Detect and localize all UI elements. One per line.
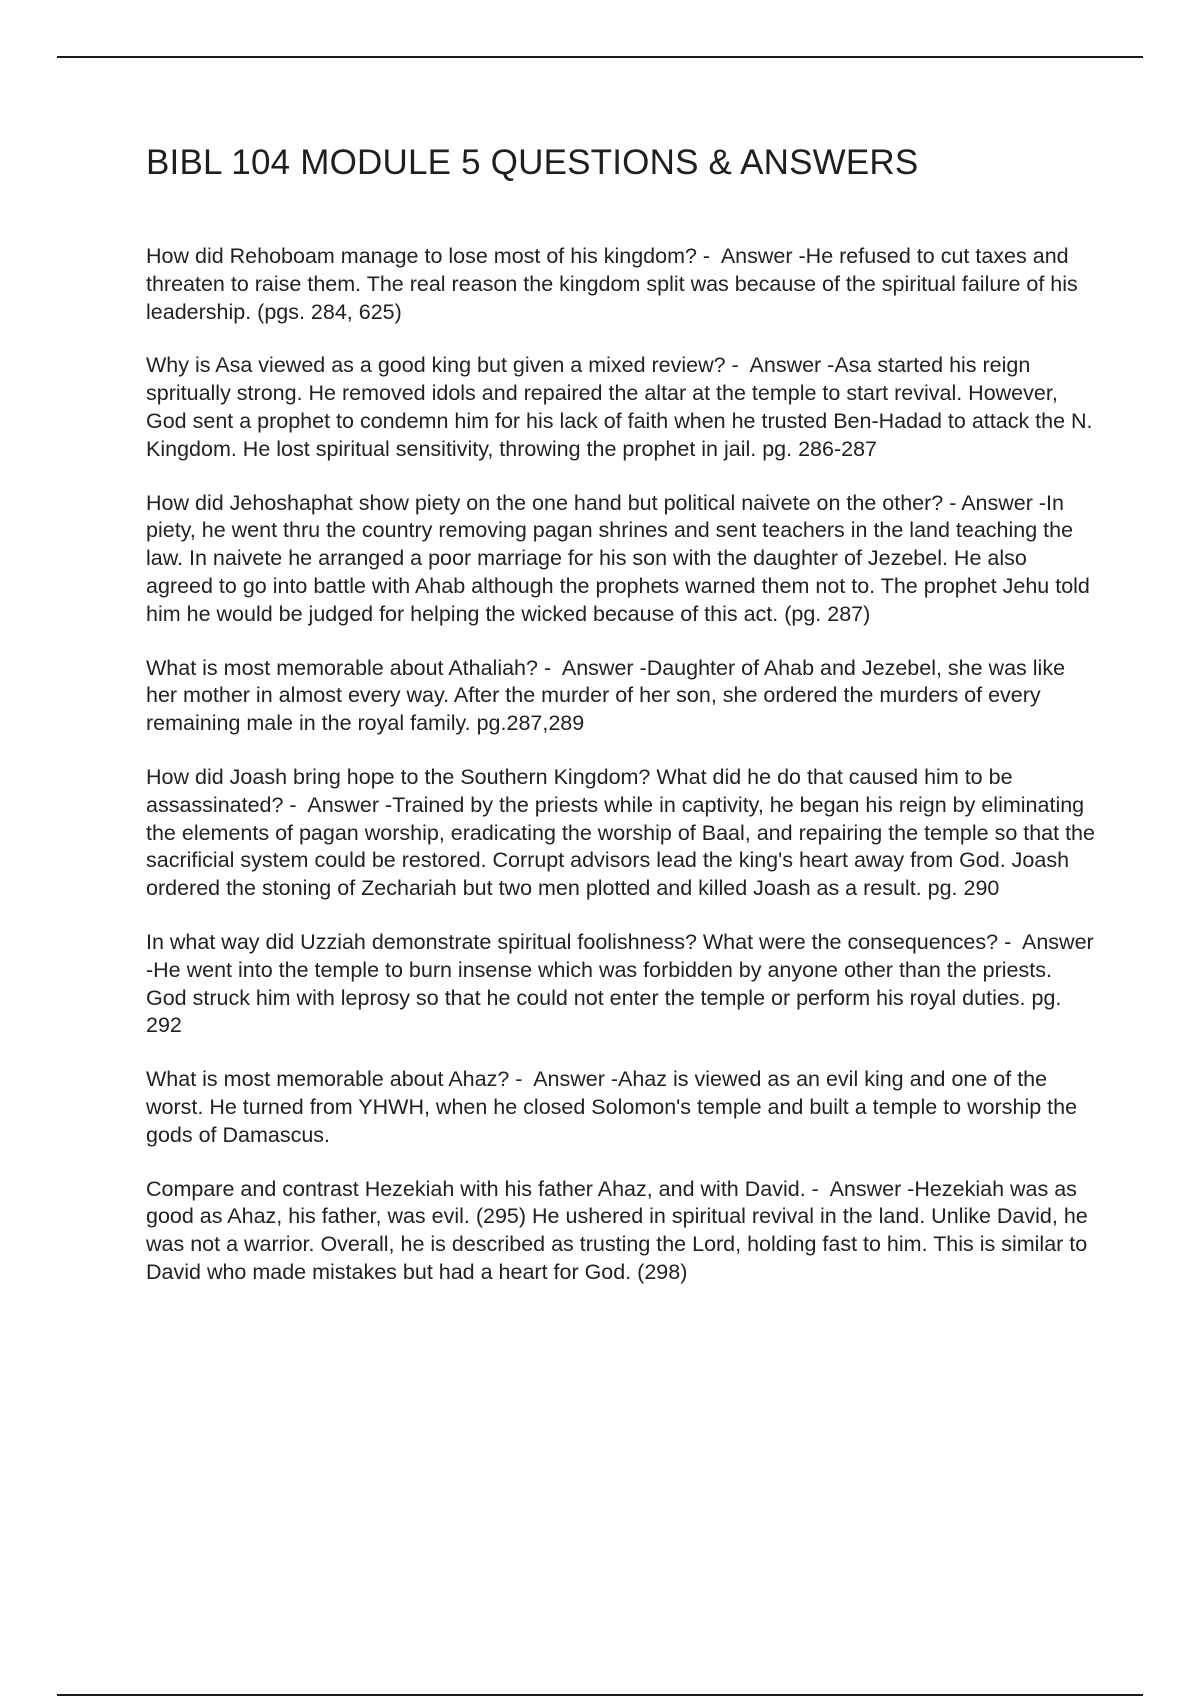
top-divider [57, 56, 1143, 58]
answer-text: Answer -Daughter of Ahab and Jezebel, she was like her mother in almost every way. After the murder of her son, she ordered the murders of every remaining male in the royal family. pg.287,289 [146, 655, 1066, 736]
question-text: How did Rehoboam manage to lose most of his kingdom? - [146, 244, 711, 268]
qa-item-jehoshaphat [146, 490, 1096, 629]
answer-text: Answer -He went into the temple to burn insense which was forbidden by anyone other than the priests. God struck him with leprosy so that he could not enter the temple or perform his royal duties. pg. 292 [146, 929, 1094, 1038]
qa-item-asa [146, 352, 1096, 463]
qa-item-hezekiah [146, 1176, 1096, 1287]
answer-text: Answer -Hezekiah was as good as Ahaz, his father, was evil. (295) He ushered in spiritual revival in the land. Unlike David, he was not a warrior. Overall, he is described as trusting the Lord, holding fast to him. This is similar to David who made mistakes but had a heart for God. (298) [146, 1176, 1088, 1284]
answer-text: Answer -Ahaz is viewed as an evil king and one of the worst. He turned from YHWH, when he closed Solomon's temple and built a temple to worship the gods of Damascus. [146, 1067, 1078, 1147]
document-title: BIBL 104 MODULE 5 QUESTIONS & ANSWERS [146, 143, 919, 182]
bottom-divider [57, 1694, 1143, 1696]
qa-item-ahaz [146, 1066, 1096, 1149]
qa-list [146, 243, 1096, 1313]
qa-item-uzziah [146, 929, 1096, 1040]
qa-item-joash [146, 764, 1096, 903]
question-text: What is most memorable about Athaliah? - [146, 655, 552, 680]
question-text: How did Jehoshaphat show piety on the one hand but political naivete on the other? - [146, 490, 957, 515]
question-text: What is most memorable about Ahaz? - [146, 1067, 523, 1092]
question-text: How did Joash bring hope to the Southern Kingdom? What did he do that caused him to be assassinated? - [146, 764, 1013, 817]
answer-text: Answer -Trained by the priests while in captivity, he began his reign by eliminating the elements of pagan worship, eradicating the worship of Baal, and repairing the temple so that the sacrificial system could be restored. Corrupt advisors lead the king's heart away from God. Joash ordered the stoning of Zechariah but two men plotted and killed Joash as a result. pg. 290 [146, 792, 1095, 901]
answer-text: Answer -In piety, he went thru the country removing pagan shrines and sent teachers in the land teaching the law. In naivete he arranged a poor marriage for his son with the daughter of Jezebel. He also agreed to go into battle with Ahab although the prophets warned them not to. The prophet Jehu told him he would be judged for helping the wicked because of this act. (pg. 287) [146, 490, 1090, 626]
answer-text: Answer -Asa started his reign spritually strong. He removed idols and repaired the altar at the temple to start revival. However, God sent a prophet to condemn him for his lack of faith when he trusted Ben-Hadad to attack the N. Kingdom. He lost spiritual sensitivity, throwing the prophet in jail. pg. 286-287 [146, 353, 1093, 461]
answer-text: Answer -He refused to cut taxes and threaten to raise them. The real reason the kingdom split was because of the spiritual failure of his leadership. (pgs. 284, 625) [146, 244, 1078, 324]
question-text: Compare and contrast Hezekiah with his father Ahaz, and with David. - [146, 1176, 819, 1201]
qa-item-rehoboam [146, 243, 1096, 326]
qa-item-athaliah [146, 655, 1096, 738]
question-text: Why is Asa viewed as a good king but given a mixed review? - [146, 353, 739, 378]
question-text: In what way did Uzziah demonstrate spiritual foolishness? What were the consequences? - [146, 929, 1012, 954]
